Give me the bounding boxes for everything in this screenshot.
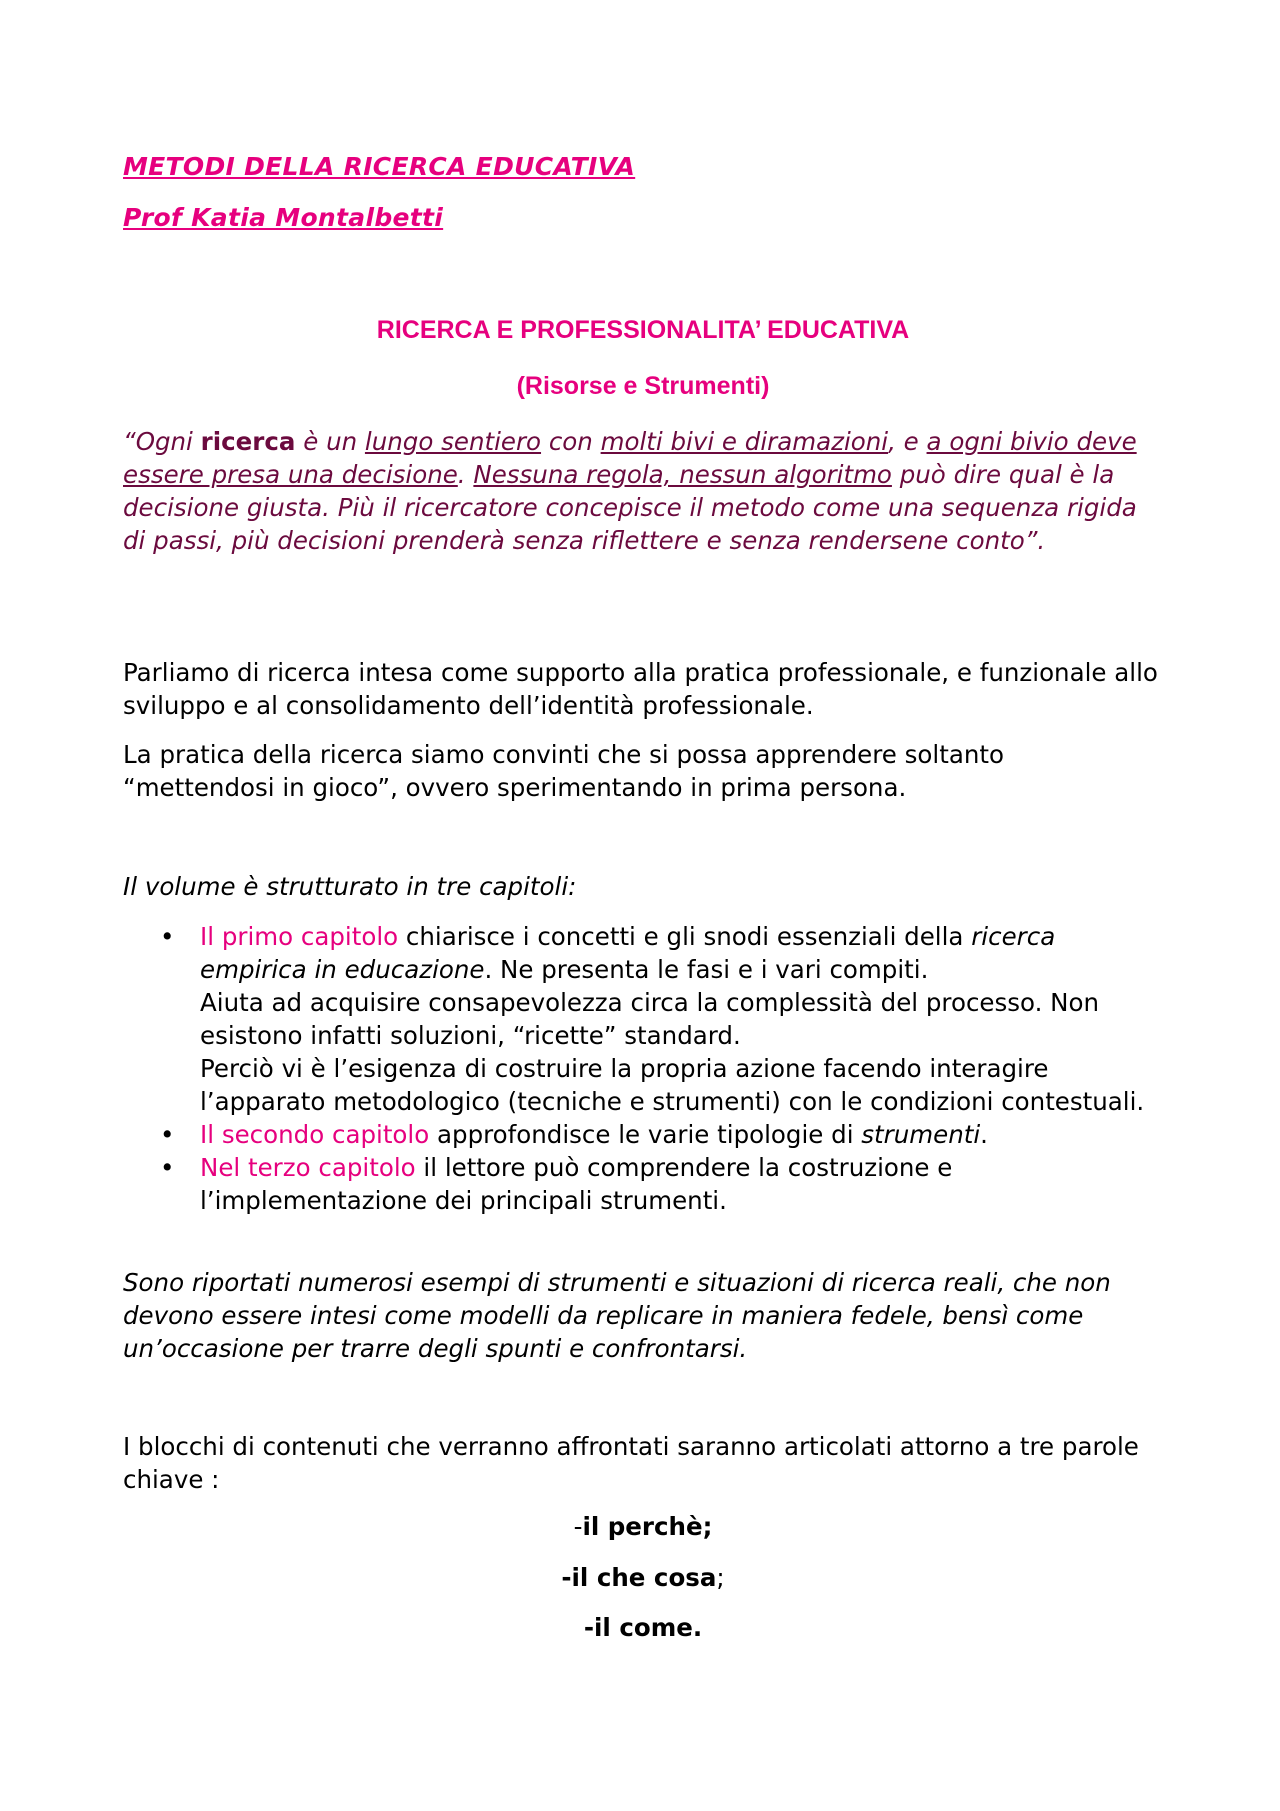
chapter-label: Nel terzo capitolo xyxy=(200,1153,416,1182)
chapter-text: . xyxy=(980,1120,988,1149)
keyword-punct: ; xyxy=(716,1563,725,1592)
chapter-text: il lettore può comprendere la costruzione e l’implementazione dei principali strumenti. xyxy=(200,1153,953,1215)
list-item xyxy=(123,920,1163,1118)
bullet-icon: • xyxy=(160,922,175,951)
quote-text: “Ogni xyxy=(123,427,201,456)
keyword-what xyxy=(123,1563,1163,1592)
list-item xyxy=(123,1151,1163,1217)
quote-block xyxy=(123,425,1163,557)
chapter-label: Il secondo capitolo xyxy=(200,1120,430,1149)
keyword-why xyxy=(123,1512,1163,1541)
quote-emphasis: ricerca xyxy=(200,427,296,456)
bullet-icon: • xyxy=(160,1120,175,1149)
keyword-text: il perchè; xyxy=(582,1512,713,1541)
course-title: METODI DELLA RICERCA EDUCATIVA xyxy=(123,152,636,181)
quote-underlined: molti bivi e diramazioni xyxy=(600,427,889,456)
quote-underlined: a ogni bivio deve essere presa una decisione xyxy=(123,427,1137,489)
chapter-text-italic: ricerca empirica in educazione xyxy=(200,922,1056,984)
chapter-text: approfondisce le varie tipologie di xyxy=(429,1120,862,1149)
chapter-text-line: Aiuta ad acquisire consapevolezza circa la complessità del processo. Non esistono infatti soluzioni, “ricette” standard. xyxy=(200,988,1100,1050)
paragraph-volume-structure: Il volume è strutturato in tre capitoli: xyxy=(123,872,577,901)
paragraph-research-support: Parliamo di ricerca intesa come supporto alla pratica professionale, e funzionale allo sviluppo e al consolidamento dell’identità professionale. xyxy=(123,658,1158,720)
paragraph-research-practice: La pratica della ricerca siamo convinti che si possa apprendere soltanto “mettendosi in gioco”, ovvero sperimentando in prima persona. xyxy=(123,740,1004,802)
quote-text: con xyxy=(541,427,601,456)
chapter-text-line: Perciò vi è l’esigenza di costruire la propria azione facendo interagire l’apparato metodologico (tecniche e strumenti) con le condizioni contestuali. xyxy=(200,1054,1145,1116)
keyword-text: -il come. xyxy=(583,1613,703,1642)
keyword-dash: - xyxy=(573,1512,583,1541)
quote-text: . xyxy=(457,460,474,489)
list-item xyxy=(123,1118,1163,1151)
quote-text: , e xyxy=(888,427,927,456)
list-item-text xyxy=(200,1118,1163,1151)
list-item-text xyxy=(200,1151,1163,1217)
section-title: RICERCA E PROFESSIONALITA’ EDUCATIVA xyxy=(376,316,910,344)
paragraph-keywords-intro: I blocchi di contenuti che verranno affrontati saranno articolati attorno a tre parole chiave : xyxy=(123,1432,1139,1494)
chapter-label: Il primo capitolo xyxy=(200,922,399,951)
quote-text: può dire qual è la decisione giusta. Più il ricercatore concepisce il metodo come una sequenza rigida di passi, più decisioni prenderà senza riflettere e senza rendersene conto”. xyxy=(123,460,1137,555)
quote-text: è un xyxy=(295,427,365,456)
list-item-text xyxy=(200,920,1163,986)
quote-underlined: lungo sentiero xyxy=(364,427,542,456)
quote-underlined: Nessuna regola, nessun algoritmo xyxy=(473,460,892,489)
bullet-icon: • xyxy=(160,1153,175,1182)
paragraph-examples: Sono riportati numerosi esempi di strumenti e situazioni di ricerca reali, che non devono essere intesi come modelli da replicare in maniera fedele, bensì come un’occasione per trarre degli spunti e confrontarsi. xyxy=(123,1268,1111,1363)
keyword-how xyxy=(123,1613,1163,1642)
keyword-text: -il che cosa xyxy=(561,1563,717,1592)
section-subtitle: (Risorse e Strumenti) xyxy=(516,372,770,400)
chapter-text: chiarisce i concetti e gli snodi essenziali della xyxy=(398,922,972,951)
chapter-list xyxy=(123,920,1163,1217)
chapter-text: . Ne presenta le fasi e i vari compiti. xyxy=(484,955,929,984)
professor-name: Prof Katia Montalbetti xyxy=(123,203,444,232)
chapter-text-italic: strumenti xyxy=(861,1120,981,1149)
